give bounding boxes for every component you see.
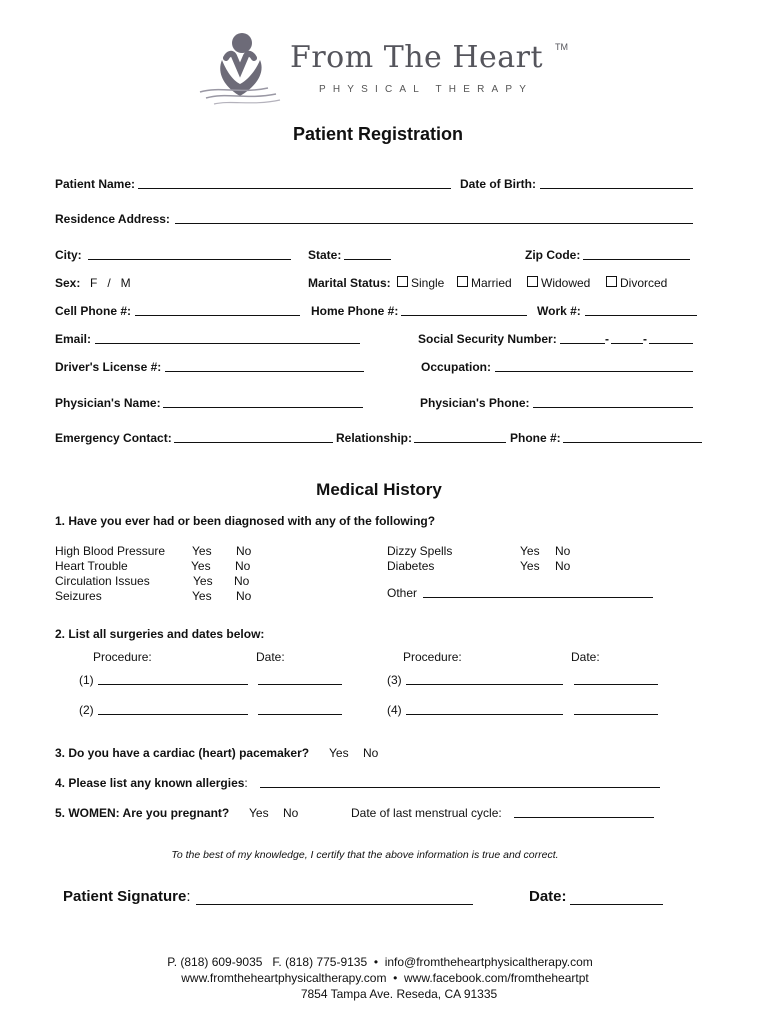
ssn-field-2[interactable] xyxy=(611,343,643,344)
trademark: TM xyxy=(555,42,568,52)
relationship-label: Relationship: xyxy=(336,431,413,445)
relationship-field[interactable] xyxy=(414,442,506,443)
phone-label: Phone #: xyxy=(510,431,561,445)
pacemaker-no[interactable]: No xyxy=(363,746,379,760)
condition-name: Heart Trouble xyxy=(55,559,128,573)
work-label: Work #: xyxy=(537,304,581,318)
procedure-field[interactable] xyxy=(406,684,563,685)
condition-yes[interactable]: Yes xyxy=(520,559,540,573)
allergies-field[interactable] xyxy=(260,787,660,788)
physician-name-field[interactable] xyxy=(163,407,363,408)
medical-history-title: Medical History xyxy=(316,480,442,499)
zip-label: Zip Code: xyxy=(525,248,581,262)
certification-text: To the best of my knowledge, I certify that the above information is true and correct. xyxy=(171,849,559,861)
zip-field[interactable] xyxy=(583,259,690,260)
occupation-label: Occupation: xyxy=(421,360,492,374)
ssn-label: Social Security Number: xyxy=(418,332,557,346)
pregnant-yes[interactable]: Yes xyxy=(249,806,269,820)
date-field[interactable] xyxy=(574,684,658,685)
question-1: 1. Have you ever had or been diagnosed with any of the following? xyxy=(55,514,436,528)
surgery-number: (3) xyxy=(387,673,402,687)
surgery-number: (4) xyxy=(387,703,402,717)
condition-no[interactable]: No xyxy=(236,544,252,558)
date-field[interactable] xyxy=(574,714,658,715)
state-field[interactable] xyxy=(344,259,391,260)
emergency-label: Emergency Contact: xyxy=(55,431,172,445)
dob-field[interactable] xyxy=(540,188,693,189)
surgery-number: (1) xyxy=(79,673,94,687)
address-label: Residence Address: xyxy=(55,212,170,226)
condition-name: Circulation Issues xyxy=(55,574,150,588)
surgery-number: (2) xyxy=(79,703,94,717)
home-label: Home Phone #: xyxy=(311,304,399,318)
heart-figure-icon xyxy=(196,30,282,108)
condition-name: Seizures xyxy=(55,589,102,603)
menstrual-field[interactable] xyxy=(514,817,654,818)
sex-label: Sex: xyxy=(55,276,81,290)
patient-name-label: Patient Name: xyxy=(55,177,136,191)
procedure-field[interactable] xyxy=(406,714,563,715)
question-2: 2. List all surgeries and dates below: xyxy=(55,627,265,641)
city-label: City: xyxy=(55,248,82,262)
pregnant-no[interactable]: No xyxy=(283,806,299,820)
marital-divorced[interactable]: Divorced xyxy=(606,276,667,290)
question-3: 3. Do you have a cardiac (heart) pacemaker? xyxy=(55,746,310,760)
date-field[interactable] xyxy=(258,714,342,715)
footer-web: www.fromtheheartphysicaltherapy.com • www.facebook.com/fromtheheartpt xyxy=(181,971,589,985)
physician-name-label: Physician's Name: xyxy=(55,396,161,410)
sex-options[interactable]: F / M xyxy=(90,276,131,290)
marital-widowed[interactable]: Widowed xyxy=(527,276,590,290)
emergency-field[interactable] xyxy=(174,442,333,443)
date-header: Date: xyxy=(256,650,285,664)
occupation-field[interactable] xyxy=(495,371,693,372)
email-label: Email: xyxy=(55,332,92,346)
signature-date-label: Date: xyxy=(529,888,567,905)
condition-name: High Blood Pressure xyxy=(55,544,166,558)
email-field[interactable] xyxy=(95,343,360,344)
condition-no[interactable]: No xyxy=(555,544,571,558)
condition-no[interactable]: No xyxy=(235,559,251,573)
ssn-field-1[interactable] xyxy=(560,343,605,344)
checkbox-icon[interactable] xyxy=(606,276,617,287)
physician-phone-label: Physician's Phone: xyxy=(420,396,530,410)
other-field[interactable] xyxy=(423,597,653,598)
date-header: Date: xyxy=(571,650,600,664)
question-5: 5. WOMEN: Are you pregnant? xyxy=(55,806,230,820)
procedure-header: Procedure: xyxy=(93,650,152,664)
condition-yes[interactable]: Yes xyxy=(192,589,212,603)
license-label: Driver's License #: xyxy=(55,360,162,374)
other-label: Other xyxy=(387,586,418,600)
signature-date-field[interactable] xyxy=(570,904,663,905)
question-4: 4. Please list any known allergies xyxy=(55,776,245,790)
condition-no[interactable]: No xyxy=(236,589,252,603)
condition-no[interactable]: No xyxy=(555,559,571,573)
ssn-separator: - xyxy=(643,332,647,346)
signature-label: Patient Signature xyxy=(63,888,187,905)
phone-field[interactable] xyxy=(563,442,702,443)
address-field[interactable] xyxy=(175,223,693,224)
work-field[interactable] xyxy=(585,315,697,316)
condition-yes[interactable]: Yes xyxy=(520,544,540,558)
condition-name: Diabetes xyxy=(387,559,435,573)
city-field[interactable] xyxy=(88,259,291,260)
home-field[interactable] xyxy=(401,315,527,316)
footer-contact: P. (818) 609-9035 F. (818) 775-9135 • info@fromtheheartphysicaltherapy.com xyxy=(167,955,593,969)
cell-label: Cell Phone #: xyxy=(55,304,132,318)
condition-yes[interactable]: Yes xyxy=(192,544,212,558)
footer-address: 7854 Tampa Ave. Reseda, CA 91335 xyxy=(300,987,498,1001)
date-field[interactable] xyxy=(258,684,342,685)
cell-field[interactable] xyxy=(135,315,300,316)
patient-name-field[interactable] xyxy=(138,188,451,189)
condition-no[interactable]: No xyxy=(234,574,250,588)
pacemaker-yes[interactable]: Yes xyxy=(329,746,349,760)
marital-label: Marital Status: xyxy=(308,276,391,290)
procedure-header: Procedure: xyxy=(403,650,462,664)
checkbox-icon[interactable] xyxy=(527,276,538,287)
marital-married[interactable]: Married xyxy=(457,276,512,290)
colon: : xyxy=(244,776,248,790)
page-title: Patient Registration xyxy=(292,124,464,144)
physician-phone-field[interactable] xyxy=(533,407,693,408)
condition-name: Dizzy Spells xyxy=(387,544,453,558)
procedure-field[interactable] xyxy=(98,684,248,685)
logo-name: From The Heart xyxy=(290,40,544,75)
ssn-separator: - xyxy=(605,332,609,346)
condition-yes[interactable]: Yes xyxy=(191,559,211,573)
license-field[interactable] xyxy=(165,371,364,372)
checkbox-icon[interactable] xyxy=(457,276,468,287)
checkbox-icon[interactable] xyxy=(397,276,408,287)
dob-label: Date of Birth: xyxy=(460,177,536,191)
condition-yes[interactable]: Yes xyxy=(193,574,213,588)
ssn-field-3[interactable] xyxy=(649,343,693,344)
signature-field[interactable] xyxy=(196,904,473,905)
state-label: State: xyxy=(308,248,342,262)
procedure-field[interactable] xyxy=(98,714,248,715)
colon: : xyxy=(186,888,191,905)
menstrual-label: Date of last menstrual cycle: xyxy=(351,806,502,820)
logo-subtitle: PHYSICAL THERAPY xyxy=(319,84,534,95)
marital-single[interactable]: Single xyxy=(397,276,444,290)
